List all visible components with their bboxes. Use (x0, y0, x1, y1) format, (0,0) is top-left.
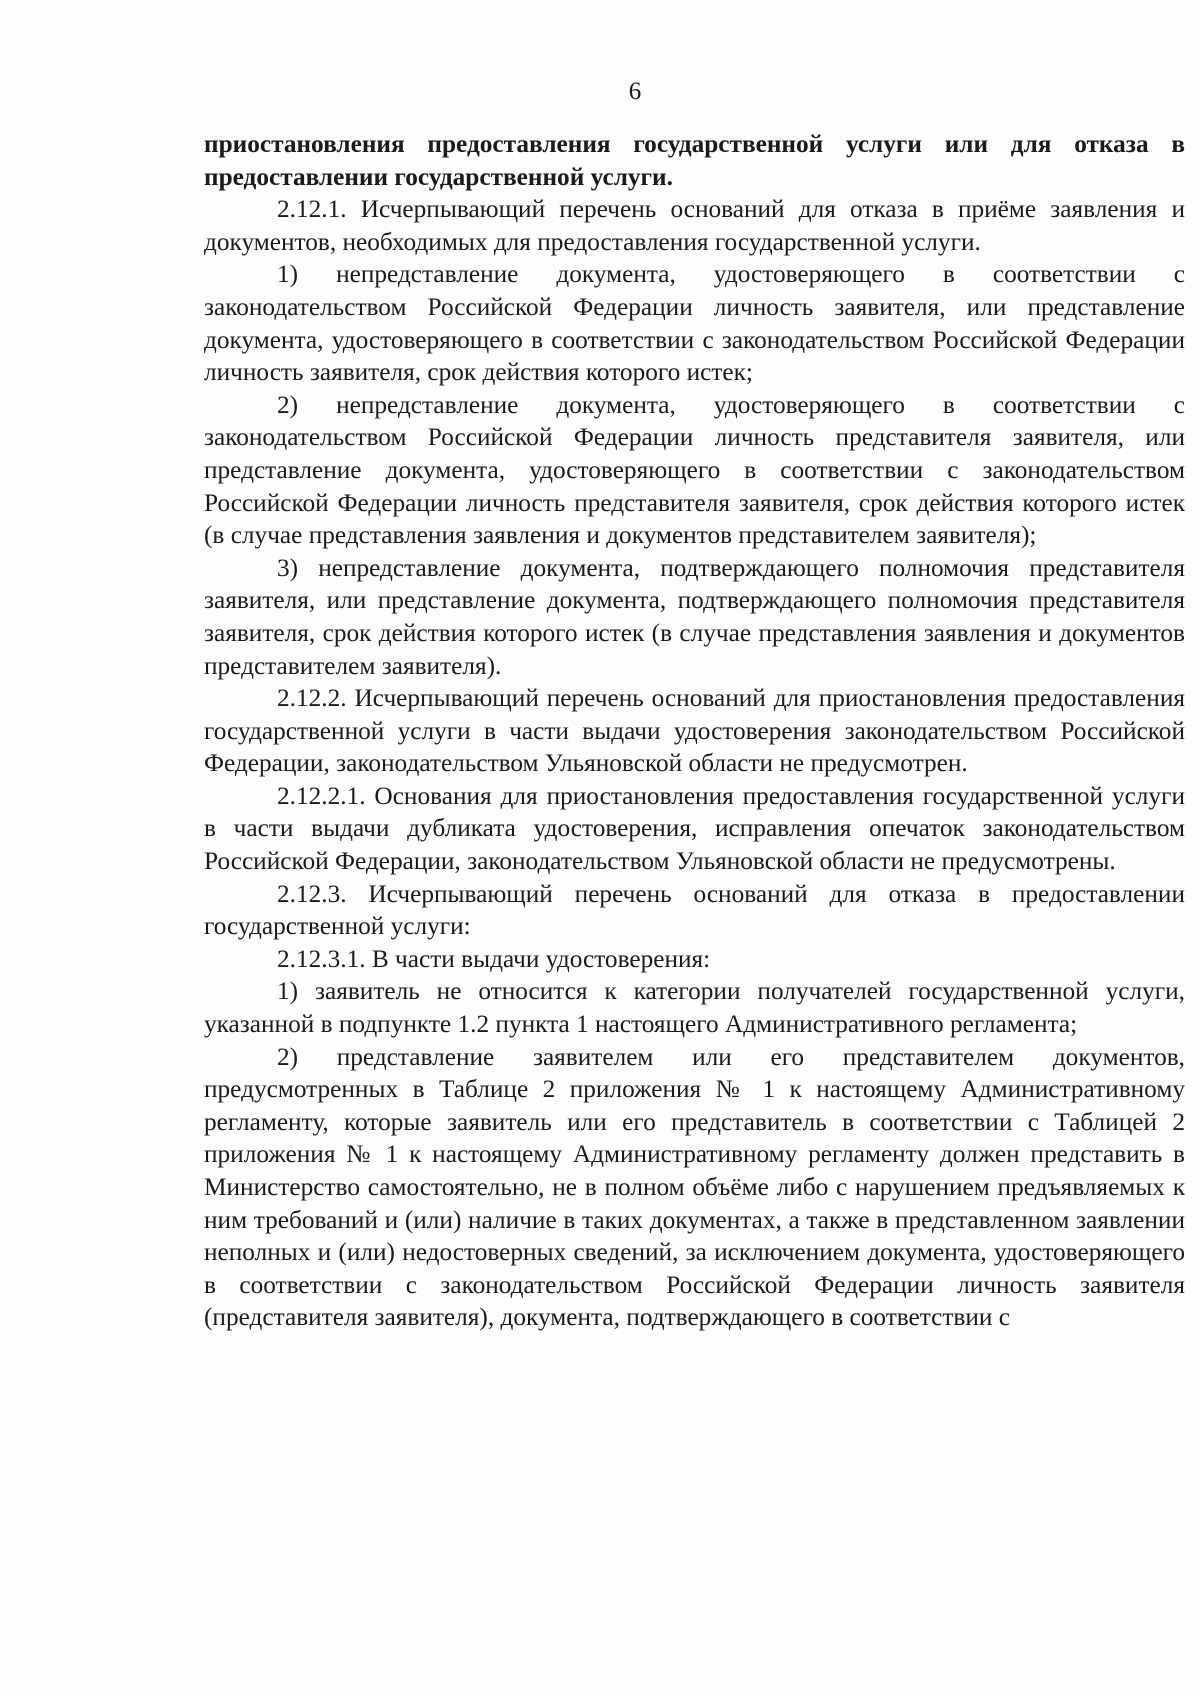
paragraph-2-12-3-1: 2.12.3.1. В части выдачи удостоверения: (277, 944, 711, 973)
section-heading: приостановления предоставления государственной услуги или для отказа в предоставлении государственной услуги. (204, 130, 1185, 191)
list-item-3: 3) непредставление документа, подтверждающего полномочия представителя заявителя, или представление документа, подтверждающего полномочия представителя заявителя, срок действия которого истек (в случае представления заявления и документов представителем заявителя). (204, 553, 1185, 680)
paragraph-2-12-2-1: 2.12.2.1. Основания для приостановления предоставления государственной услуги в части выдачи дубликата удостоверения, исправления опечаток законодательством Российской Федерации, законодательством Ульяновской области не предусмотрены. (204, 781, 1185, 876)
paragraph-2-12-1: 2.12.1. Исчерпывающий перечень оснований для отказа в приёме заявления и документов, необходимых для предоставления государственной услуги. (204, 195, 1185, 256)
page-number: 6 (628, 78, 642, 105)
list-item-1: 1) непредставление документа, удостоверяющего в соответствии с законодательством Российской Федерации личность заявителя, или представление документа, удостоверяющего в соответствии с законодательством Российской Федерации личность заявителя, срок действия которого истек; (204, 260, 1185, 387)
list-item-2b: 2) представление заявителем или его представителем документов, предусмотренных в Таблице 2 приложения № 1 к настоящему Административному регламенту, которые заявитель или его представитель в соответствии с Таблицей 2 приложения № 1 к настоящему Административному регламенту должен представить в Министерство самостоятельно, не в полном объёме либо с нарушением предъявляемых к ним требований и (или) наличие в таких документах, а также в представленном заявлении неполных и (или) недостоверных сведений, за исключением документа, удостоверяющего в соответствии с законодательством Российской Федерации личность заявителя (представителя заявителя), документа, подтверждающего в соответствии с (204, 1042, 1185, 1332)
paragraph-2-12-3: 2.12.3. Исчерпывающий перечень оснований для отказа в предоставлении государственной услуги: (204, 879, 1185, 941)
document-body (204, 128, 1185, 1334)
list-item-2: 2) непредставление документа, удостоверяющего в соответствии с законодательством Российской Федерации личность представителя заявителя, или представление документа, удостоверяющего в соответствии с законодательством Российской Федерации личность представителя заявителя, срок действия которого истек (в случае представления заявления и документов представителем заявителя); (204, 390, 1185, 550)
list-item-1b: 1) заявитель не относится к категории получателей государственной услуги, указанной в подпункте 1.2 пункта 1 настоящего Административного регламента; (204, 977, 1185, 1039)
paragraph-2-12-2: 2.12.2. Исчерпывающий перечень оснований для приостановления предоставления государственной услуги в части выдачи удостоверения законодательством Российской Федерации, законодательством Ульяновской области не предусмотрен. (204, 684, 1185, 778)
